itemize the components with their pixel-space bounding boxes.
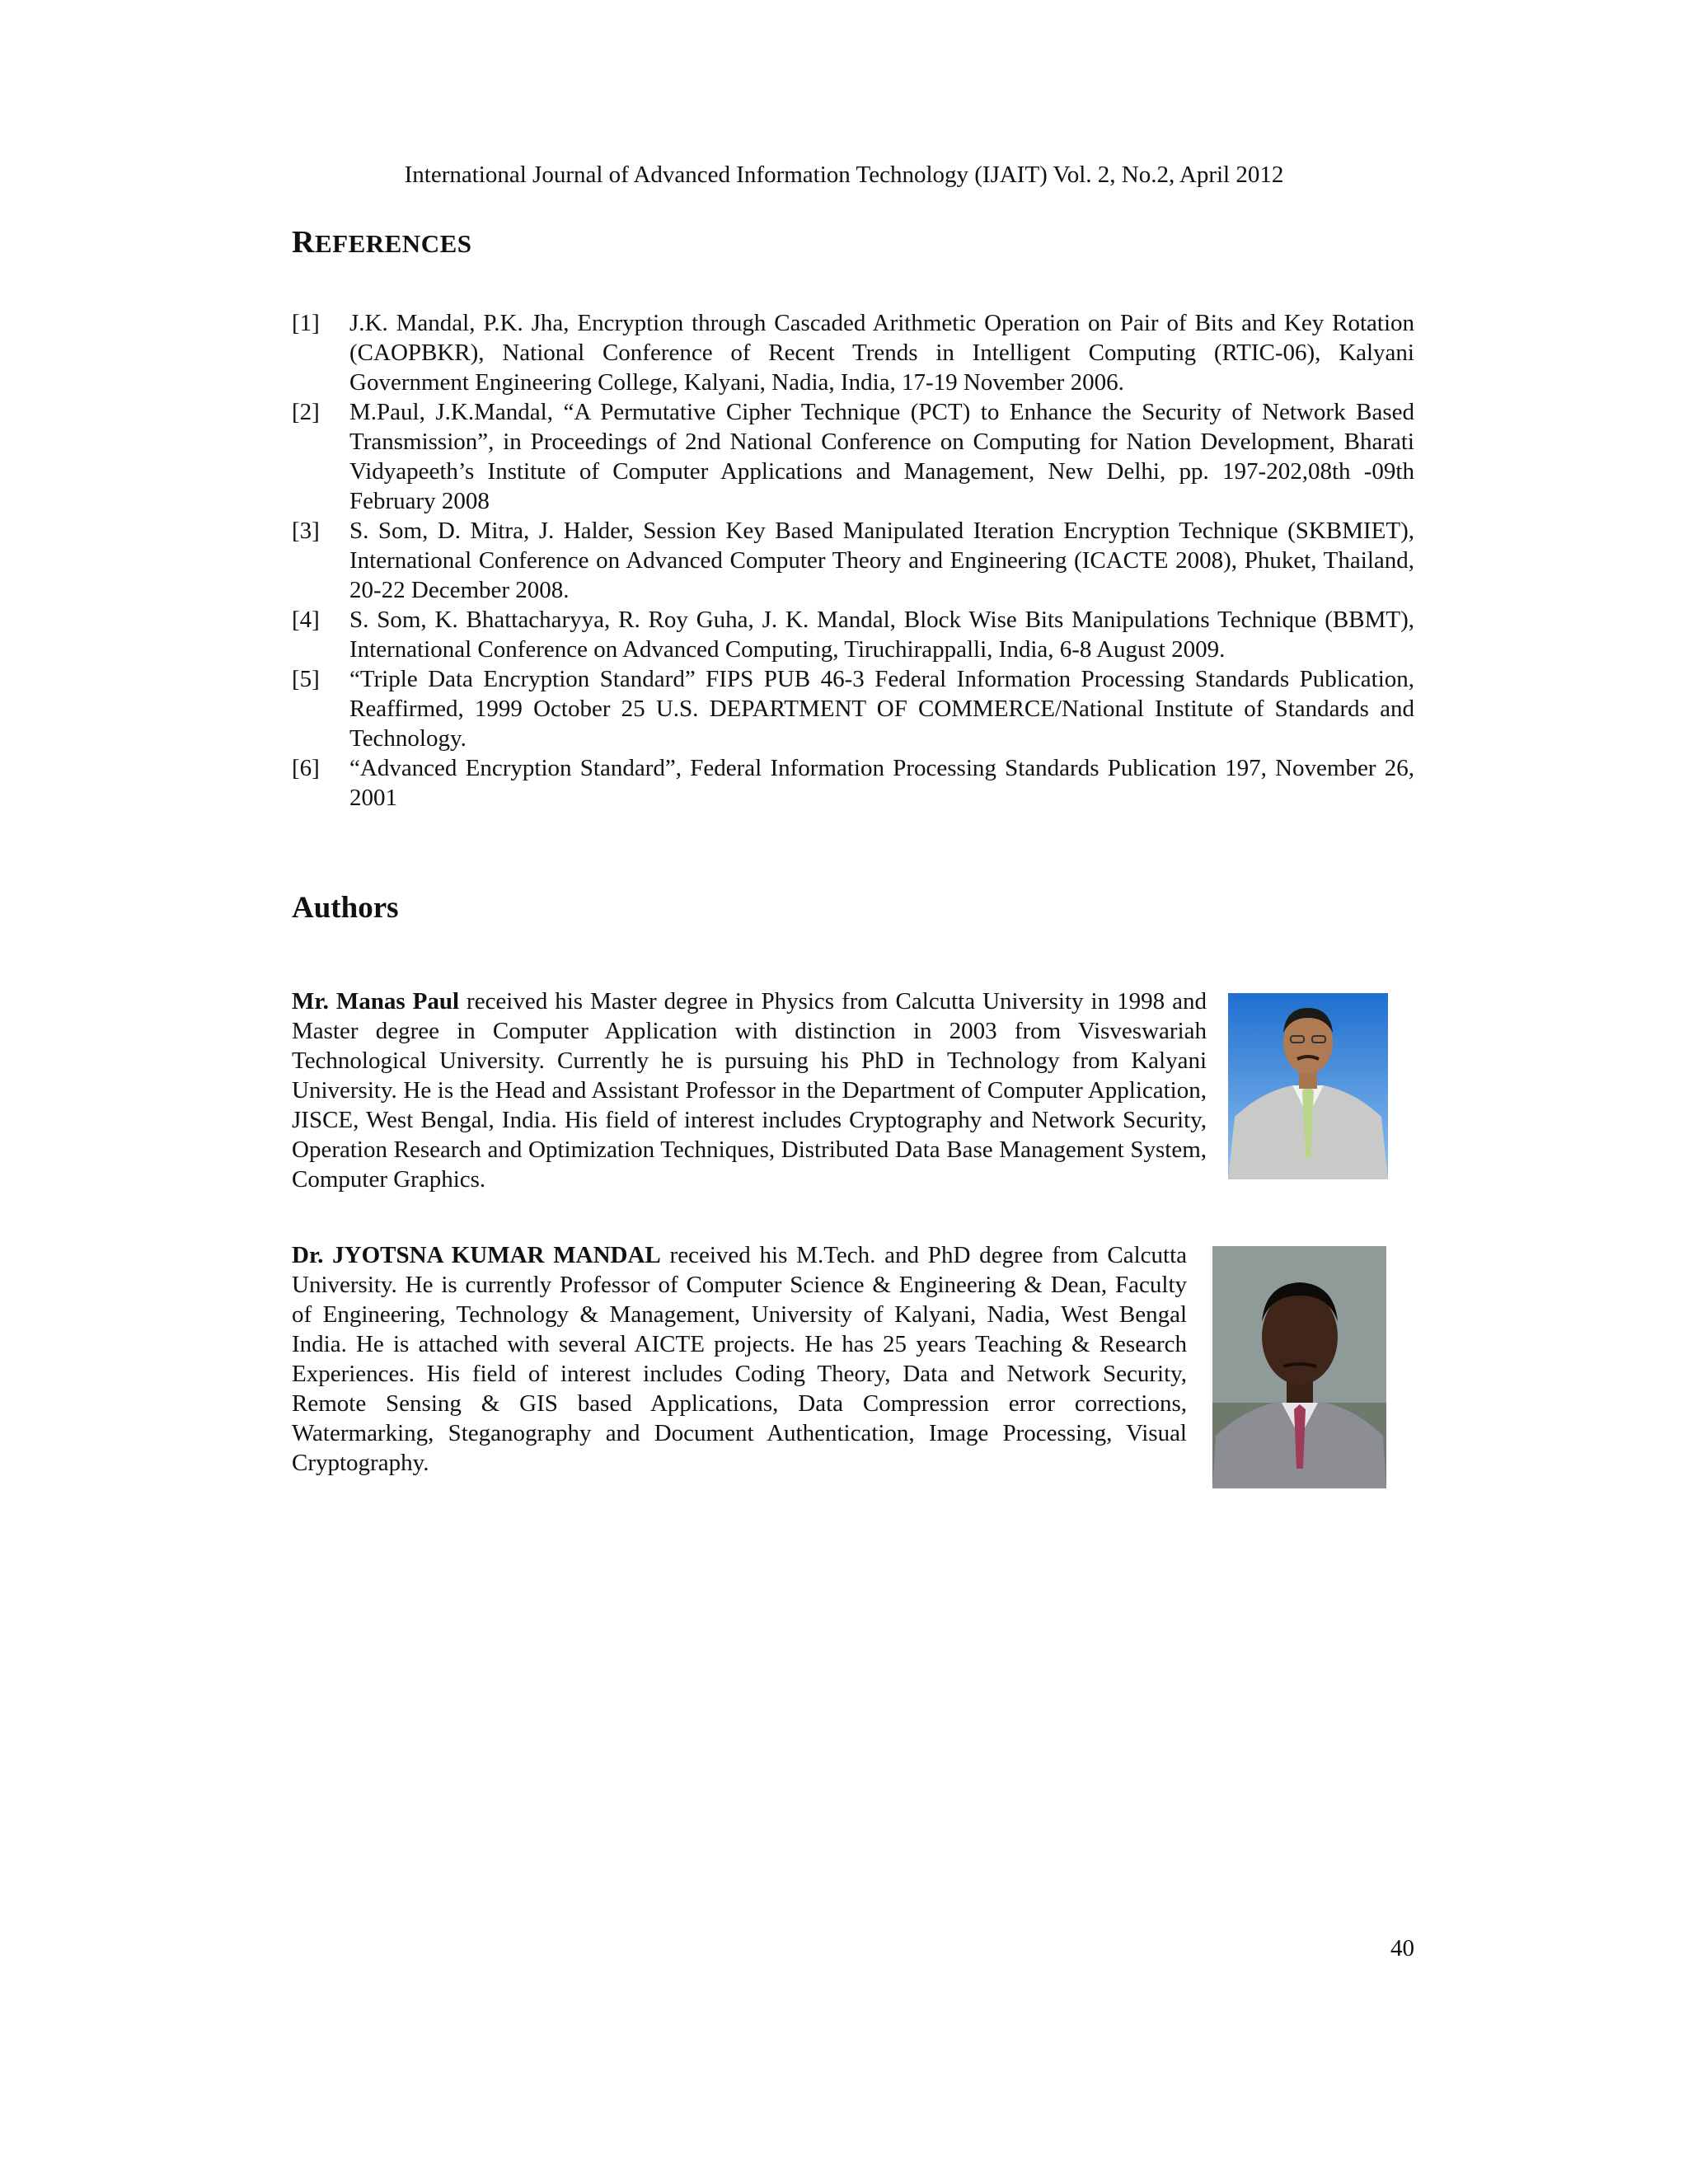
reference-number: [1]: [292, 310, 320, 336]
reference-number: [2]: [292, 399, 320, 425]
reference-text: S. Som, D. Mitra, J. Halder, Session Key Based Manipulated Iteration Encryption Technique (SKBMIET), International Conference on Advanced Computer Theory and Engineering (ICACTE 2008), Phuket, Thailand, 20-22 December 2008.: [349, 518, 1414, 603]
author-photo-jyotsna-kumar-mandal: [1212, 1246, 1386, 1488]
reference-text: S. Som, K. Bhattacharyya, R. Roy Guha, J. K. Mandal, Block Wise Bits Manipulations Technique (BBMT), International Conference on Advanced Computing, Tiruchirappalli, India, 6-8 August 2009.: [349, 607, 1414, 663]
author-bio-text: received his M.Tech. and PhD degree from Calcutta University. He is currently Professor of Computer Science & Engineering & Dean, Faculty of Engineering, Technology & Management, University of Kalyani, Nadia, West Bengal India. He is attached with several AICTE projects. He has 25 years Teaching & Research Experiences. His field of interest includes Coding Theory, Data and Network Security, Remote Sensing & GIS based Applications, Data Compression error corrections, Watermarking, Steganography and Document Authentication, Image Processing, Visual Cryptography.: [292, 1242, 1188, 1476]
author-name: Dr. JYOTSNA KUMAR MANDAL: [292, 1242, 661, 1268]
author-bio-jyotsna-kumar-mandal: [292, 1240, 1187, 1478]
reference-entry: [292, 753, 1414, 813]
reference-text: M.Paul, J.K.Mandal, “A Permutative Cipher Technique (PCT) to Enhance the Security of Network Based Transmission”, in Proceedings of 2nd National Conference on Computing for Nation Development, Bharati Vidyapeeth’s Institute of Computer Applications and Management, New Delhi, pp. 197-202,08th -09th February 2008: [349, 399, 1414, 514]
references-heading: [292, 224, 472, 260]
reference-entry: [292, 516, 1414, 605]
reference-entry: [292, 664, 1414, 753]
reference-list: [292, 308, 1414, 813]
reference-text: “Triple Data Encryption Standard” FIPS PUB 46-3 Federal Information Processing Standards Publication, Reaffirmed, 1999 October 25 U.S. DEPARTMENT OF COMMERCE/National Institute of Standards and Technology.: [349, 666, 1414, 752]
reference-text: “Advanced Encryption Standard”, Federal Information Processing Standards Publication 197, November 26, 2001: [349, 755, 1414, 811]
running-header: International Journal of Advanced Information Technology (IJAIT) Vol. 2, No.2, April 2012: [404, 162, 1284, 188]
page-number: 40: [1390, 1935, 1414, 1961]
authors-heading: Authors: [292, 891, 399, 925]
reference-entry: [292, 308, 1414, 397]
reference-text: J.K. Mandal, P.K. Jha, Encryption through Cascaded Arithmetic Operation on Pair of Bits and Key Rotation (CAOPBKR), National Conference of Recent Trends in Intelligent Computing (RTIC-06), Kalyani Government Engineering College, Kalyani, Nadia, India, 17-19 November 2006.: [349, 310, 1414, 396]
reference-entry: [292, 397, 1414, 516]
author-bio-manas-paul: [292, 987, 1207, 1194]
reference-entry: [292, 605, 1414, 664]
author-name: Mr. Manas Paul: [292, 988, 460, 1015]
references-heading-rest: EFERENCES: [314, 229, 472, 258]
references-heading-initial: R: [292, 225, 315, 260]
reference-number: [3]: [292, 518, 320, 544]
reference-number: [6]: [292, 755, 320, 781]
reference-number: [5]: [292, 666, 320, 692]
reference-number: [4]: [292, 607, 320, 633]
author-bio-text: received his Master degree in Physics from Calcutta University in 1998 and Master degree in Computer Application with distinction in 2003 from Visveswariah Technological University. Currently he is pursuing his PhD in Technology from Kalyani University. He is the Head and Assistant Professor in the Department of Computer Application, JISCE, West Bengal, India. His field of interest includes Cryptography and Network Security, Operation Research and Optimization Techniques, Distributed Data Base Management System, Computer Graphics.: [292, 988, 1207, 1193]
author-photo-manas-paul: [1228, 993, 1388, 1179]
